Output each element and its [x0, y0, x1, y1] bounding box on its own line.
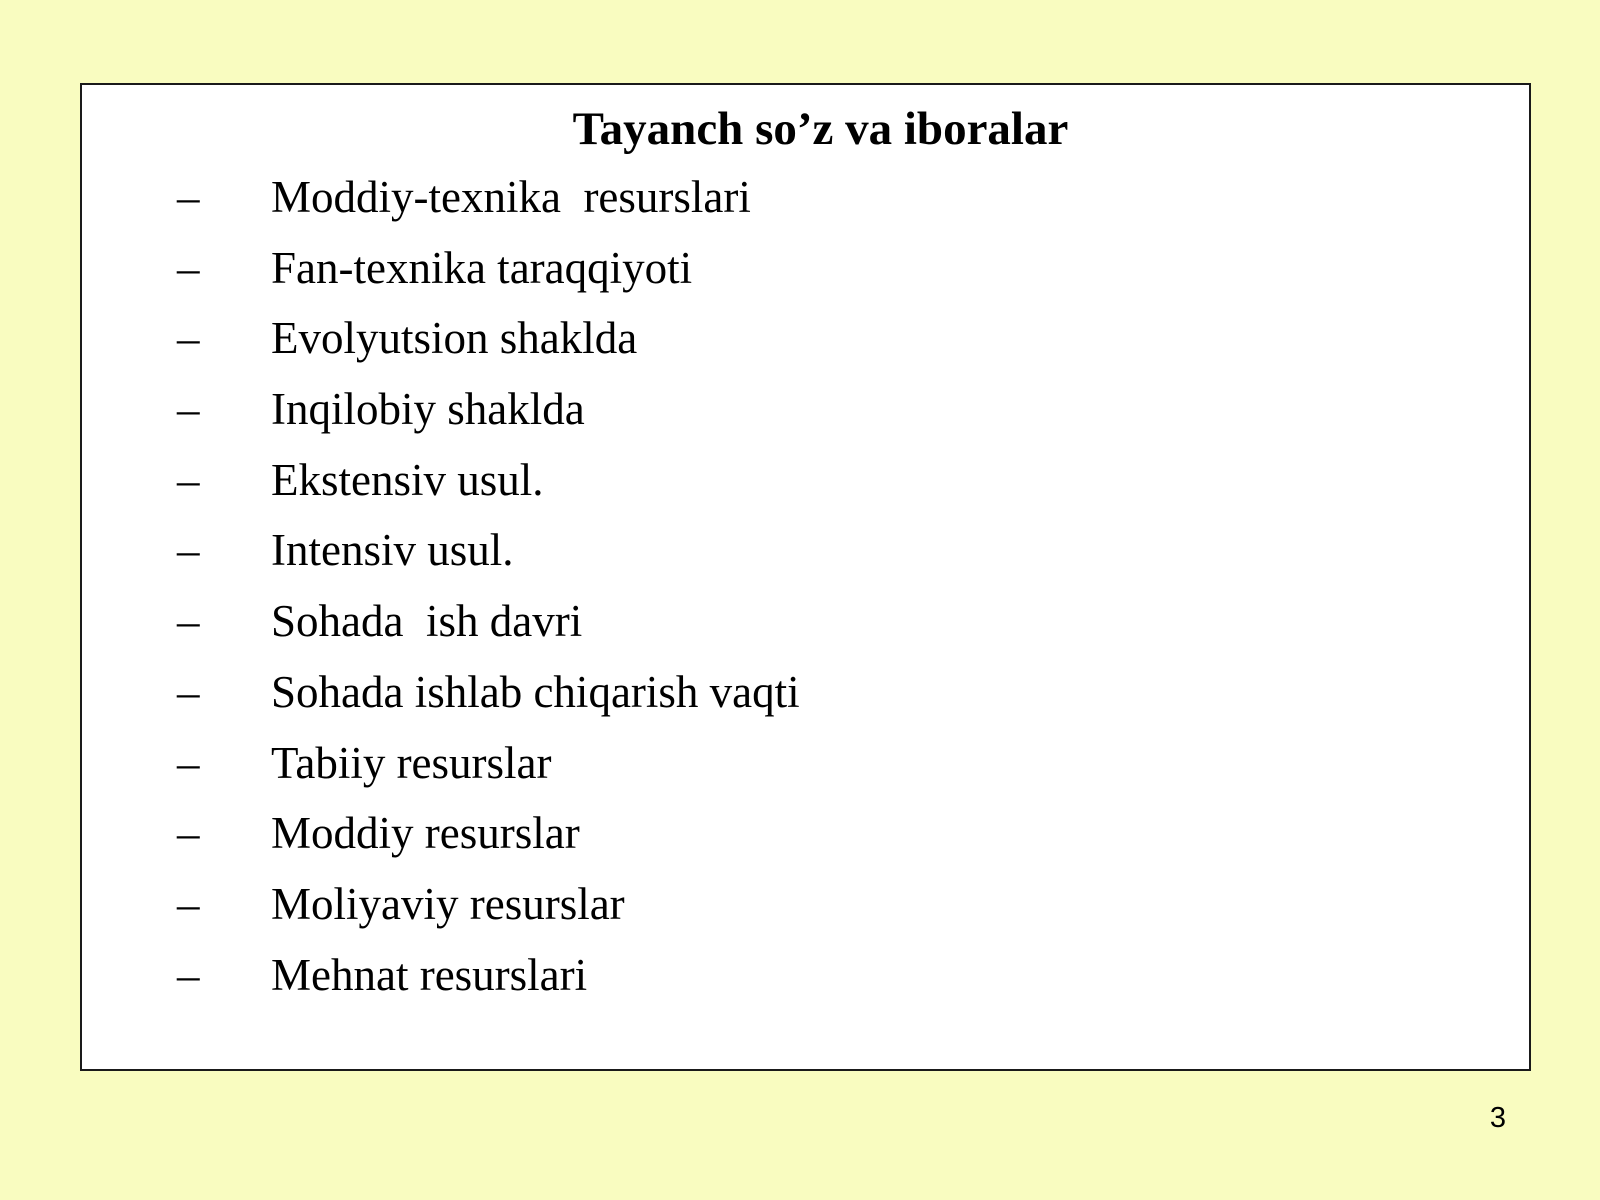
- keyword-text: Intensiv usul.: [271, 525, 514, 576]
- content-box: [80, 83, 1531, 1071]
- keyword-text: Sohada ish davri: [271, 596, 583, 647]
- bullet-dash: –: [177, 525, 200, 576]
- bullet-dash: –: [177, 454, 200, 505]
- keyword-text: Moddiy-texnika resurslari: [271, 172, 751, 222]
- bullet-dash: –: [177, 172, 200, 222]
- keyword-text: Evolyutsion shaklda: [271, 313, 638, 364]
- bullet-dash: –: [177, 949, 200, 1000]
- keyword-text: Sohada ishlab chiqarish vaqti: [271, 666, 800, 717]
- bullet-dash: –: [177, 242, 200, 293]
- bullet-dash: –: [177, 808, 200, 859]
- page-number: 3: [1489, 1102, 1507, 1134]
- keyword-text: Moliyaviy resurslar: [271, 878, 625, 929]
- bullet-dash: –: [177, 313, 200, 364]
- bullet-dash: –: [177, 666, 200, 717]
- bullet-dash: –: [177, 737, 200, 788]
- keyword-text: Inqilobiy shaklda: [271, 384, 585, 435]
- slide-title: Tayanch so’z va iboralar: [572, 103, 1069, 155]
- bullet-dash: –: [177, 878, 200, 929]
- keyword-text: Mehnat resurslari: [271, 949, 588, 1000]
- bullet-dash: –: [177, 384, 200, 435]
- keyword-text: Fan-texnika taraqqiyoti: [271, 242, 693, 293]
- keyword-text: Ekstensiv usul.: [271, 454, 544, 505]
- keyword-text: Moddiy resurslar: [271, 808, 580, 859]
- keyword-text: Tabiiy resurslar: [271, 737, 552, 788]
- bullet-dash: –: [177, 596, 200, 647]
